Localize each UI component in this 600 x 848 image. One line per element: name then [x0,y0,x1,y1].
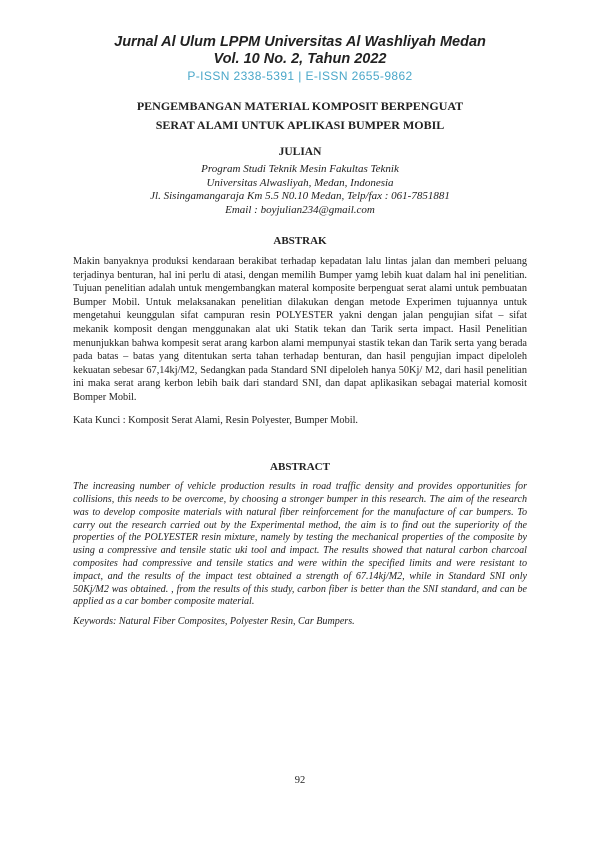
journal-issn: P-ISSN 2338-5391 | E-ISSN 2655-9862 [187,69,413,83]
author-name: JULIAN [278,146,322,158]
abstract-heading: ABSTRACT [270,461,330,474]
kata-kunci: Kata Kunci : Komposit Serat Alami, Resin Polyester, Bumper Mobil. [73,414,359,426]
keywords: Keywords: Natural Fiber Composites, Polyester Resin, Car Bumpers. [73,616,355,628]
journal-header [0,0,600,83]
author-affiliation [0,163,600,217]
affiliation-line: Universitas Alwasliyah, Medan, Indonesia [206,176,394,189]
page-number: 92 [294,775,306,786]
affiliation-line: Jl. Sisingamangaraja Km 5.5 N0.10 Medan, Telp/fax : 061-7851881 [150,190,450,202]
abstract-body: The increasing number of vehicle production results in road traffic density and provides opportunities for collisions, this needs to be overcome, by choosing a stronger bumper in this research. The aim of the research was to develop composite materials with natural fiber reinforcement for the manufacture of car bumpers. To carry out the research carried out by the Experimental method, the aim is to find out the superiority of the properties of the POLYESTER resin mixture, namely by testing the mechanical properties of the composite by using a compressive and tensile static uki tool and impact. The results showed that natural carbon charcoal composites had compressive and tensile statics and were within the specified limits and were resistant to impact, and the results of the impact test obtained a strength of 67.14kj/M2, while in Standard SNI only 50Kj/M2 was obtained. , from the results of this study, carbon fiber is better than the SNI standard, and can be applied as a car bomber composite material. [73,481,527,608]
title-line: SERAT ALAMI UNTUK APLIKASI BUMPER MOBIL [155,118,445,132]
journal-name: Jurnal Al Ulum LPPM Universitas Al Washliyah Medan [114,34,486,50]
affiliation-line: Email : boyjulian234@gmail.com [225,203,375,216]
abstrak-body: Makin banyaknya produksi kendaraan berakibat terhadap kepadatan lalu lintas jalan dan memberi peluang terjadinya benturan, hal ini perlu di atasi, dengan memilih Bumper yamg lebih kuat dalam hal ini penelitian. Tujuan penelitian adalah untuk mengembangkan materal komposite berpenguat serat alami untuk pembuatan Bumper Mobil. Untuk melaksanakan penelitian dilakukan dengan metode Experimen tujuannya untuk mengetahui keunggulan sifat campuran resin POLYESTER yakni dengan jalan pengujian sifat – sifat mekanik komposit dengan menggunakan alat uki Statik tekan dan Tarik serta impact. Hasil Penelitian menunjukkan bahwa kompesit serat arang karbon alami mempunyai stastik tekan dan Tarik serta yang berada pada batas – batas yang ditentukan serta tahan terhadap benturan, dan hasil pengujian impact dipeloleh kekuatan sebesar 67,14kj/M2, Sedangkan pada Standard SNI dipeloleh hanya 50Kj/ M2, dari hasil penelitian ini maka serat arang kerbon lebih baik dari standard SNI, dan dapat aplikasikan sebagai material komosit Bomper Mobil. [73,256,527,403]
abstrak-heading: ABSTRAK [273,235,327,247]
journal-volume: Vol. 10 No. 2, Tahun 2022 [213,51,387,67]
affiliation-line: Program Studi Teknik Mesin Fakultas Teknik [201,163,399,175]
title-line: PENGEMBANGAN MATERIAL KOMPOSIT BERPENGUAT [136,99,464,113]
article-title [0,97,600,135]
